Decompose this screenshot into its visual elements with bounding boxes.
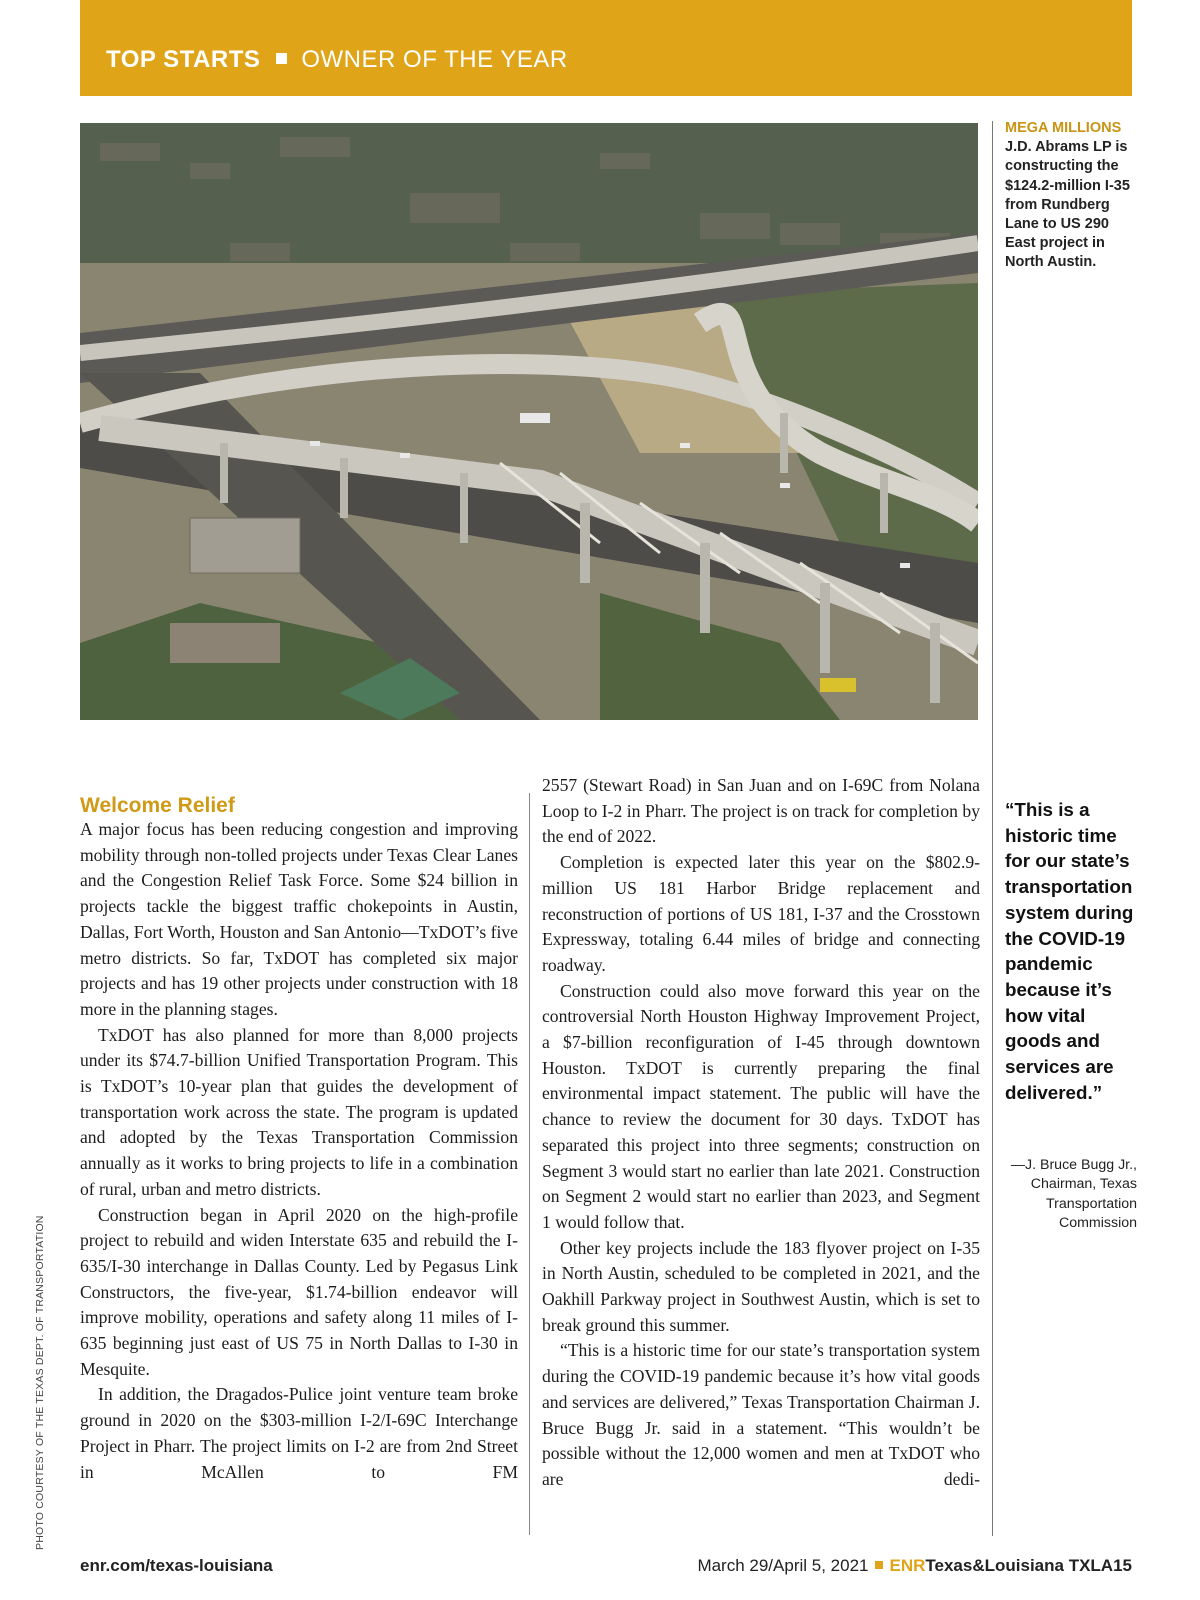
column-divider	[529, 793, 530, 1535]
article-paragraph: 2557 (Stewart Road) in San Juan and on I-69C from Nolana Loop to I-2 in Pharr. The project is on track for completion by the end of 2022.	[542, 775, 980, 847]
section-banner	[80, 0, 1132, 96]
pull-quote-attribution: —J. Bruce Bugg Jr., Chairman, Texas Transportation Commission	[1010, 1157, 1137, 1232]
article-column-1	[80, 795, 518, 1485]
footer-url[interactable]: enr.com/texas-louisiana	[80, 1556, 273, 1575]
footer-folio	[697, 1556, 1132, 1576]
aerial-photo	[80, 123, 978, 720]
article-column-2	[542, 773, 980, 1493]
banner-text	[106, 46, 568, 74]
issue-date: March 29/April 5, 2021	[697, 1556, 869, 1575]
article-paragraph: “This is a historic time for our state’s transportation system during the COVID-19 pandemic because it’s how vital goods and services are delivered,” Texas Transportation Chairman J. Bruce Bugg Jr. said in a statement. “This wouldn’t be possible without the 12,000 women and men at TxDOT who are dedi-	[542, 1340, 980, 1489]
aerial-photo-illustration	[80, 123, 978, 720]
article-paragraph: Construction began in April 2020 on the high-profile project to rebuild and widen Interstate 635 and rebuild the I-635/I-30 interchange in Dallas County. Led by Pegasus Link Constructors, the five-year, $1.74-billion endeavor will improve mobility, operations and safety along 11 miles of I-635 beginning just east of US 75 in North Dallas to I-30 in Mesquite.	[80, 1204, 518, 1379]
photo-caption	[1005, 119, 1140, 273]
caption-rule	[992, 121, 993, 1536]
page-number: TXLA15	[1068, 1556, 1132, 1575]
caption-body: J.D. Abrams LP is constructing the $124.2-million I-35 from Rundberg Lane to US 290 East project in North Austin.	[1005, 139, 1130, 271]
brand-logo: ENR	[889, 1556, 926, 1575]
pull-quote: “This is a historic time for our state’s transportation system during the COVID-19 pandemic because it’s how vital goods and services are delivered.”	[1005, 799, 1134, 1103]
banner-square-icon	[276, 53, 287, 64]
subsection-label: OWNER OF THE YEAR	[301, 46, 568, 73]
article-subhead: Welcome Relief	[80, 794, 235, 817]
article-paragraph: TxDOT has also planned for more than 8,000 projects under its $74.7-billion Unified Transportation Program. This is TxDOT’s 10-year plan that guides the development of transportation work across the state. The program is updated and adopted by the Texas Transportation Commission annually as it works to bring projects to life in a combination of rural, urban and metro districts.	[80, 1024, 518, 1199]
article-paragraph: A major focus has been reducing congestion and improving mobility through non-tolled projects under Texas Clear Lanes and the Congestion Relief Task Force. Some $24 billion in projects tackle the biggest traffic chokepoints in Austin, Dallas, Fort Worth, Houston and San Antonio—TxDOT’s five metro districts. So far, TxDOT has completed six major projects and has 19 other projects under construction with 18 more in the planning stages.	[80, 819, 518, 1019]
publication-name: Texas&Louisiana	[925, 1556, 1064, 1575]
square-bullet-icon	[875, 1561, 883, 1569]
article-paragraph: Completion is expected later this year on the $802.9-million US 181 Harbor Bridge replacement and reconstruction of portions of US 181, I-37 and the Crosstown Expressway, totaling 6.44 miles of bridge and connecting roadway.	[542, 852, 980, 975]
section-label: TOP STARTS	[106, 46, 261, 73]
article-paragraph: Other key projects include the 183 flyover project on I-35 in North Austin, scheduled to be completed in 2021, and the Oakhill Parkway project in Southwest Austin, which is set to break ground this summer.	[542, 1237, 980, 1335]
photo-credit: PHOTO COURTESY OF THE TEXAS DEPT. OF TRANSPORTATION	[34, 1215, 46, 1550]
caption-head: MEGA MILLIONS	[1005, 120, 1122, 136]
article-paragraph: Construction could also move forward this year on the controversial North Houston Highway Improvement Project, a $7-billion reconfiguration of I-45 through downtown Houston. TxDOT is currently preparing the final environmental impact statement. The public will have the chance to review the document for 30 days. TxDOT has separated this project into three segments; construction on Segment 3 would start no earlier than late 2021. Construction on Segment 2 would start no earlier than 2023, and Segment 1 would follow that.	[542, 980, 980, 1232]
article-paragraph: In addition, the Dragados-Pulice joint venture team broke ground in 2020 on the $303-million I-2/I-69C Interchange Project in Pharr. The project limits on I-2 are from 2nd Street in McAllen to FM	[80, 1384, 518, 1482]
